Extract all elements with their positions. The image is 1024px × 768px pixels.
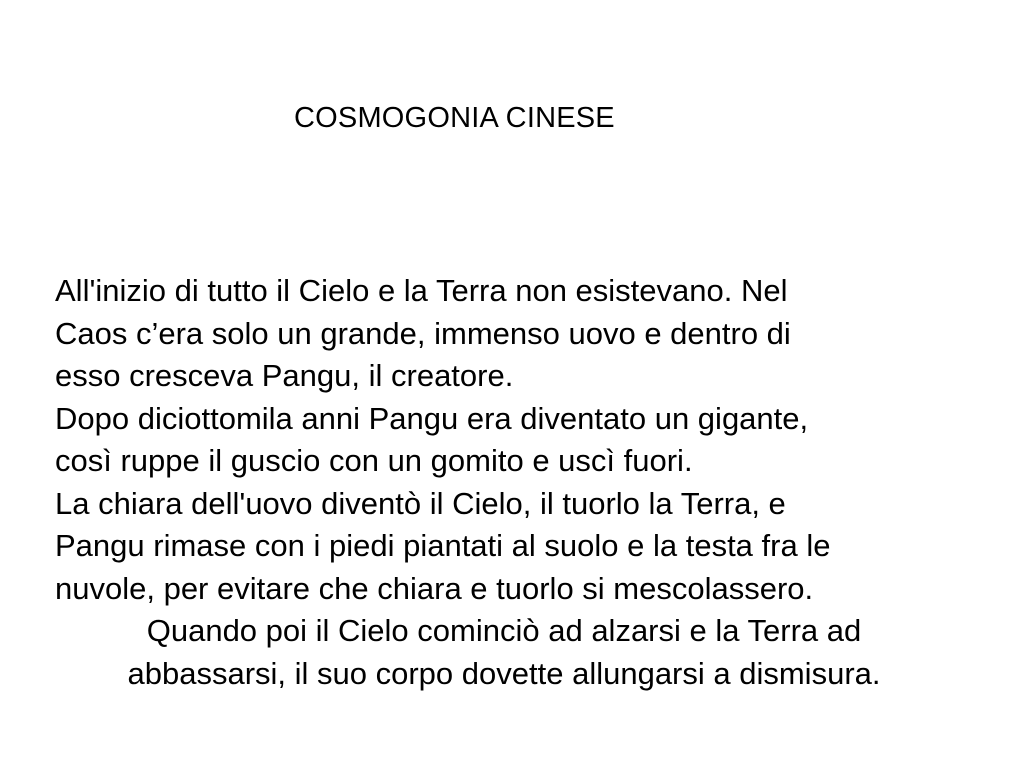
text-line: Caos c’era solo un grande, immenso uovo e dentro di bbox=[55, 315, 791, 351]
text-line: All'inizio di tutto il Cielo e la Terra non esistevano. Nel bbox=[55, 273, 788, 308]
text-line: nuvole, per evitare che chiara e tuorlo si mescolassero. bbox=[55, 570, 814, 606]
text-line: così ruppe il guscio con un gomito e uscì fuori. bbox=[55, 443, 693, 478]
text-line: Dopo diciottomila anni Pangu era diventato un gigante, bbox=[55, 400, 809, 436]
text-line: Quando poi il Cielo cominciò ad alzarsi e la Terra ad bbox=[146, 613, 862, 648]
body-text bbox=[55, 270, 995, 695]
text-line: abbassarsi, il suo corpo dovette allungarsi a dismisura. bbox=[127, 655, 881, 691]
text-line: esso cresceva Pangu, il creatore. bbox=[55, 358, 514, 393]
slide-title: COSMOGONIA CINESE bbox=[294, 102, 615, 134]
text-line: La chiara dell'uovo diventò il Cielo, il tuorlo la Terra, e bbox=[55, 485, 786, 521]
text-line: Pangu rimase con i piedi piantati al suolo e la testa fra le bbox=[55, 528, 831, 563]
